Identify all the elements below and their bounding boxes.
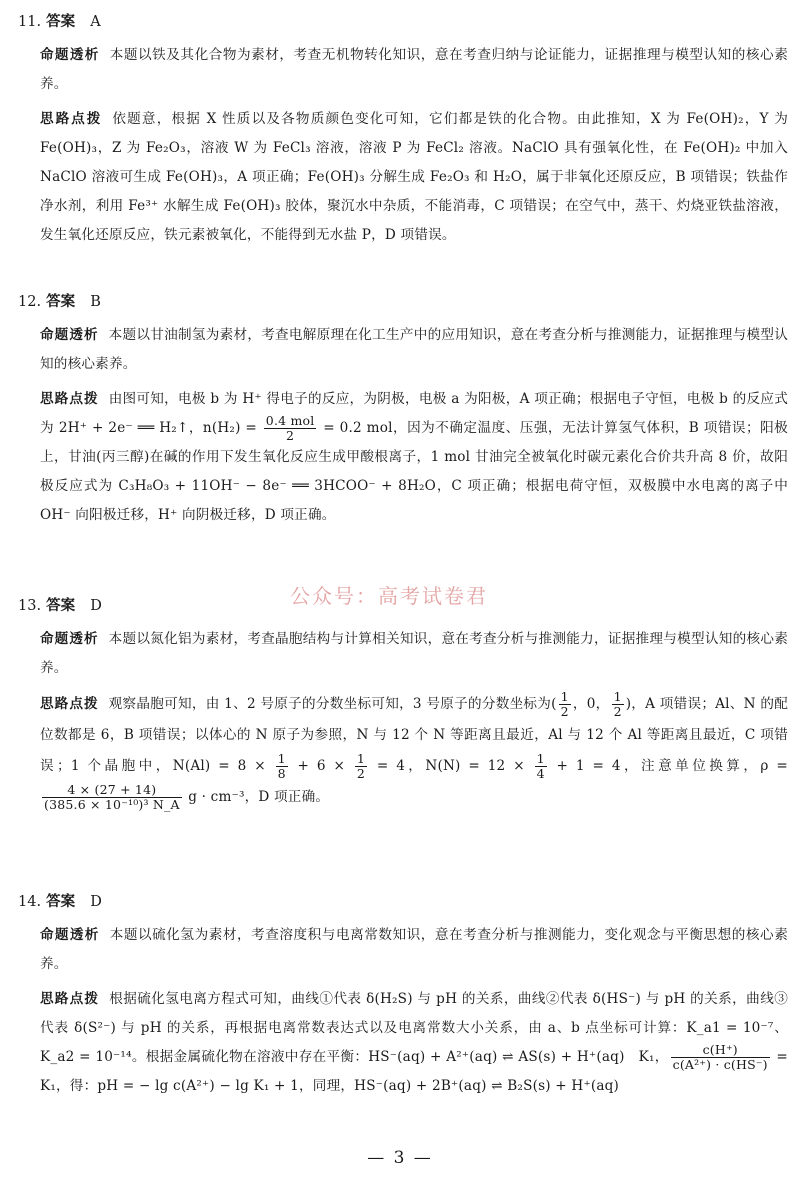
solution-label: 思路点拨 <box>40 696 99 712</box>
answer-value: A <box>90 14 101 30</box>
question-number: 13. <box>18 598 42 614</box>
fraction <box>355 752 367 781</box>
fraction-numerator: c(H⁺) <box>671 1043 770 1058</box>
solution-paragraph <box>40 689 788 813</box>
fraction-denominator: c(A²⁺) · c(HS⁻) <box>672 1057 768 1072</box>
solution-label: 思路点拨 <box>40 991 100 1007</box>
solution-text-b: )，A 项错误；Al、N 的配位数都是 6，B 项错误；以体心的 N 原子为参照，N 与 12 个 N 等距离且最近，Al 与 12 个 Al 等距离且最近，C 项错误；1 个晶胞中，N(Al) = 8 × <box>40 696 789 774</box>
fraction-denominator: 8 <box>277 766 286 781</box>
question-12-header <box>18 290 788 311</box>
fraction-denominator: 2 <box>286 428 295 443</box>
solution-text-c: + 1 = 4，注意单位换算，ρ = <box>548 758 788 774</box>
question-number: 12. <box>18 294 42 310</box>
question-number: 11. <box>18 14 42 30</box>
answer-value: D <box>90 894 102 910</box>
page-number: — 3 — <box>367 1148 433 1168</box>
fraction-numerator: 0.4 mol <box>265 413 315 428</box>
answer-value: D <box>90 598 102 614</box>
question-11-header <box>18 10 788 31</box>
question-14 <box>18 890 788 1101</box>
fraction-denominator: (385.6 × 10⁻¹⁰)³ N_A <box>44 797 180 812</box>
solution-text-mid: + 6 × <box>289 758 353 774</box>
fraction <box>535 752 547 781</box>
solution-text-a: 观察晶胞可知，由 1、2 号原子的分数坐标可知，3 号原子的分数坐标为( <box>108 696 557 712</box>
analysis-text: 本题以氮化铝为素材，考查晶胞结构与计算相关知识，意在考查分析与推测能力，证据推理与模型认知的核心素养。 <box>40 631 789 676</box>
answer-label: 答案 <box>46 294 76 310</box>
solution-text: 依题意，根据 X 性质以及各物质颜色变化可知，它们都是铁的化合物。由此推知，X 为 Fe(OH)₂，Y 为 Fe(OH)₃，Z 为 Fe₂O₃，溶液 W 为 FeCl₃ 溶液，溶液 P 为 FeCl₂ 溶液。NaClO 具有强氧化性，在 Fe(OH)₂ 中加入 NaClO 溶液可生成 Fe(OH)₃，A 项正确；Fe(OH)₃ 分解生成 Fe₂O₃ 和 H₂O，属于非氧化还原反应，B 项错误；铁盐作净水剂，利用 Fe³⁺ 水解生成 Fe(OH)₃ 胶体，聚沉水中杂质，不能消毒，C 项错误；在空气中，蒸干、灼烧亚铁盐溶液，发生氧化还原反应，铁元素被氧化，不能得到无水盐 P，D 项错误。 <box>40 111 788 243</box>
answer-label: 答案 <box>46 598 76 614</box>
question-13 <box>18 594 788 813</box>
answer-value: B <box>90 294 101 310</box>
question-14-header <box>18 890 788 911</box>
analysis-paragraph <box>40 921 788 979</box>
analysis-text: 本题以甘油制氢为素材，考查电解原理在化工生产中的应用知识，意在考查分析与推测能力，证据推理与模型认知的核心素养。 <box>40 327 789 372</box>
fraction <box>264 414 317 443</box>
solution-text-a: 根据硫化氢电离方程式可知，曲线①代表 δ(H₂S) 与 pH 的关系，曲线②代表 δ(HS⁻) 与 pH 的关系，曲线③代表 δ(S²⁻) 与 pH 的关系，再根据电离常数表达式以及电离常数大小关系，由 a、b 点坐标可计算：K_a1 = 10⁻⁷、K_a2 = 10⁻¹⁴。根据金属硫化物在溶液中存在平衡：HS⁻(aq) + A²⁺(aq) ⇌ AS(s) + H⁺(aq) K₁， <box>40 991 788 1065</box>
solution-text-d: g · cm⁻³，D 项正确。 <box>183 789 330 805</box>
question-13-header <box>18 594 788 615</box>
fraction-denominator: 2 <box>560 704 569 719</box>
answer-label: 答案 <box>46 894 76 910</box>
fraction <box>612 690 624 719</box>
solution-text-mid: = 4，N(N) = 12 × <box>369 758 533 774</box>
analysis-paragraph <box>40 625 788 683</box>
fraction-numerator: 1 <box>536 751 545 766</box>
solution-paragraph <box>40 985 788 1101</box>
analysis-text: 本题以铁及其化合物为素材，考查无机物转化知识，意在考查归纳与论证能力，证据推理与模型认知的核心素养。 <box>40 47 788 92</box>
solution-text-b: = 0.2 mol，因为不确定温度、压强，无法计算氢气体积，B 项错误；阳极上，甘油(丙三醇)在碱的作用下发生氧化反应生成甲酸根离子，1 mol 甘油完全被氧化时碳元素化合价共升高 8 价，故阳极反应式为 C₃H₈O₃ + 11OH⁻ − 8e⁻ ══ 3HCOO⁻ + 8H₂O，C 项正确；根据电荷守恒，双极膜中水电离的离子中 OH⁻ 向阳极迁移，H⁺ 向阴极迁移，D 项正确。 <box>40 420 788 523</box>
analysis-text: 本题以硫化氢为素材，考查溶度积与电离常数知识，意在考查分析与推测能力，变化观念与平衡思想的核心素养。 <box>40 927 788 972</box>
analysis-paragraph <box>40 321 788 379</box>
fraction-numerator: 1 <box>277 751 286 766</box>
fraction <box>276 752 288 781</box>
solution-text-mid: ，0， <box>572 696 610 712</box>
fraction-numerator: 1 <box>356 751 366 766</box>
fraction-numerator: 4 × (27 + 14) <box>42 783 182 798</box>
question-12 <box>18 290 788 530</box>
answer-label: 答案 <box>46 14 76 30</box>
fraction-numerator: 1 <box>613 689 622 704</box>
fraction-denominator: 2 <box>613 704 622 719</box>
analysis-label: 命题透析 <box>40 47 100 63</box>
solution-label: 思路点拨 <box>40 111 103 127</box>
solution-label: 思路点拨 <box>40 391 99 407</box>
watermark: 公众号：高考试卷君 <box>290 584 488 608</box>
question-number: 14. <box>18 894 42 910</box>
fraction-denominator: 2 <box>356 766 366 781</box>
solution-text-a: 由图可知，电极 b 为 H⁺ 得电子的反应，为阴极，电极 a 为阳极，A 项正确；根据电子守恒，电极 b 的反应式为 2H⁺ + 2e⁻ ══ H₂↑，n(H₂) = <box>40 391 788 436</box>
analysis-label: 命题透析 <box>40 327 99 343</box>
density-fraction <box>42 783 182 812</box>
fraction <box>559 690 571 719</box>
solution-paragraph <box>40 105 788 250</box>
fraction-denominator: 4 <box>536 766 545 781</box>
analysis-label: 命题透析 <box>40 631 99 647</box>
solution-paragraph <box>40 385 788 530</box>
question-11 <box>18 10 788 250</box>
fraction <box>671 1043 770 1072</box>
solution-text-b: = K₁，得：pH = − lg c(A²⁺) − lg K₁ + 1，同理，HS⁻(aq) + 2B⁺(aq) ⇌ B₂S(s) + H⁺(aq) <box>40 1049 788 1094</box>
analysis-paragraph <box>40 41 788 99</box>
fraction-numerator: 1 <box>560 689 569 704</box>
analysis-label: 命题透析 <box>40 927 100 943</box>
